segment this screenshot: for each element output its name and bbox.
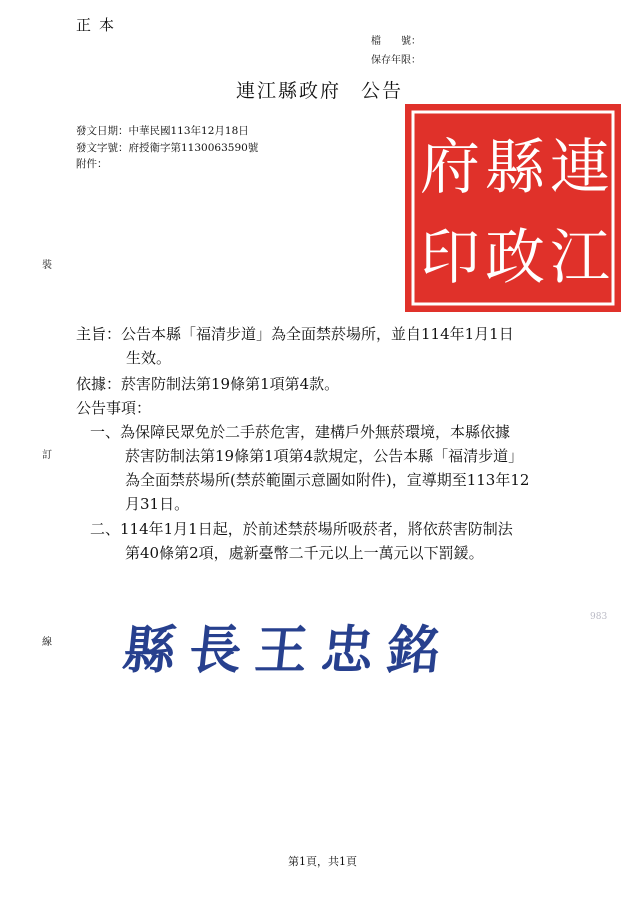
document-title <box>236 76 403 103</box>
seal-char: 連 <box>550 133 610 203</box>
item-two-line: 二、114年1月1日起，於前述禁菸場所吸菸者，將依菸害防制法 <box>90 520 513 538</box>
attachment-label: 附件： <box>76 158 108 170</box>
faint-mark: 983 <box>590 612 608 622</box>
retention-period-label: 保存年限： <box>371 55 421 66</box>
seal-char: 府 <box>420 133 480 203</box>
issue-number: 發文字號：府授衛字第1130063590號 <box>76 142 259 154</box>
item-one-line: 為全面禁菸場所(禁菸範圍示意圖如附件)，宣導期至113年12 <box>125 471 530 489</box>
magistrate-signature: 縣長王忠銘 <box>120 620 457 681</box>
signature-block <box>120 608 457 683</box>
item-one-line: 一、為保障民眾免於二手菸危害，建構戶外無菸環境，本縣依據 <box>90 423 511 441</box>
binding-mark: 線 <box>42 637 52 648</box>
official-seal <box>405 104 621 312</box>
issue-date: 發文日期：中華民國113年12月18日 <box>76 125 249 137</box>
document-type: 公告 <box>361 80 404 102</box>
page-number: 第1頁，共1頁 <box>288 855 357 868</box>
subject-line: 生效。 <box>126 349 172 367</box>
seal-char: 江 <box>550 223 610 293</box>
item-two-line: 第40條第2項，處新臺幣二千元以上一萬元以下罰鍰。 <box>125 544 484 562</box>
agency-name: 連江縣政府 <box>236 80 342 102</box>
item-one-line: 月31日。 <box>125 495 190 513</box>
copy-mark: 正本 <box>76 16 123 34</box>
item-one-line: 菸害防制法第19條第1項第4款規定，公告本縣「福清步道」 <box>125 447 524 465</box>
binding-mark: 訂 <box>42 450 52 461</box>
seal-char: 印 <box>420 223 480 293</box>
file-number-label: 檔 號： <box>371 36 421 47</box>
items-heading: 公告事項： <box>76 399 152 417</box>
basis-line: 依據：菸害防制法第19條第1項第4款。 <box>76 375 340 393</box>
binding-mark: 裝 <box>42 260 52 271</box>
seal-char: 政 <box>485 223 545 293</box>
subject-line: 主旨：公告本縣「福清步道」為全面禁菸場所，並自114年1月1日 <box>76 325 514 343</box>
seal-char: 縣 <box>485 133 545 203</box>
